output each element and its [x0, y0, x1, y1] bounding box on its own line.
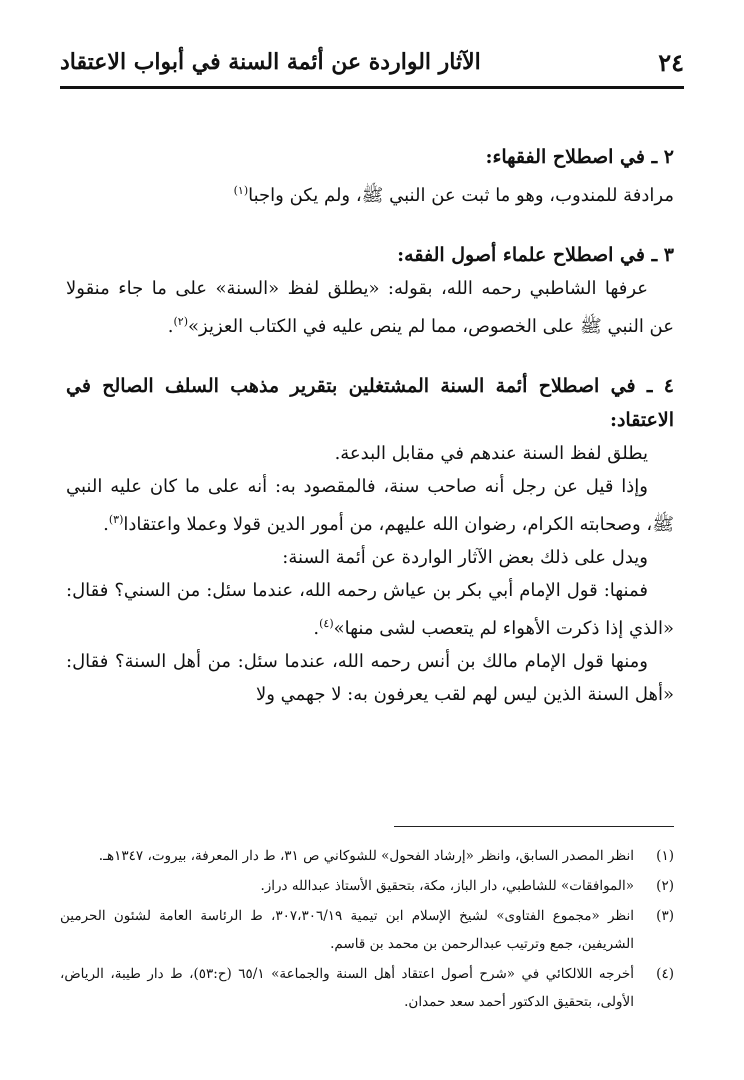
footnote-ref: (٣): [108, 513, 124, 526]
section-heading: ٤ ـ في اصطلاح أئمة السنة المشتغلين بتقرير مذهب السلف الصالح في الاعتقاد:: [66, 375, 674, 431]
paragraph: [66, 574, 674, 645]
footnote-divider: [394, 826, 674, 827]
paragraph: [66, 272, 674, 343]
paragraph-text: ومنها قول الإمام مالك بن أنس رحمه الله، عندما سئل: من أهل السنة؟ فقال: «أهل السنة الذين ليس لهم لقب يعرفون به: لا جهمي ولا: [66, 651, 674, 705]
paragraph-text: يطلق لفظ السنة عندهم في مقابل البدعة.: [334, 443, 648, 464]
section-usul: [66, 238, 674, 343]
main-text: [66, 140, 674, 737]
section-fuqaha: [66, 140, 674, 212]
footnote-ref: (١): [233, 184, 249, 197]
footnote-number: (٣): [656, 908, 674, 924]
section-heading: ٢ ـ في اصطلاح الفقهاء:: [485, 146, 674, 168]
footnote-number: (٤): [656, 966, 674, 982]
footnote-text: انظر «مجموع الفتاوى» لشيخ الإسلام ابن تيمية ٣٠٧،٣٠٦/١٩، ط الرئاسة العامة لشئون الحرمين الشريفين، جمع وترتيب عبدالرحمن بن محمد بن قاسم.: [60, 908, 634, 952]
footnote-text: انظر المصدر السابق، وانظر «إرشاد الفحول» للشوكاني ص ٣١، ط دار المعرفة، بيروت، ١٣٤٧هـ.: [98, 848, 634, 864]
paragraph: [66, 470, 674, 541]
page-header: [60, 38, 684, 89]
footnote-item: [60, 902, 674, 958]
footnote-item: [60, 960, 674, 1016]
paragraph: [66, 174, 674, 212]
paragraph-text: ويدل على ذلك بعض الآثار الواردة عن أئمة السنة:: [282, 547, 648, 568]
paragraph-tail: .: [103, 514, 109, 535]
paragraph-text: عرفها الشاطبي رحمه الله، بقوله: «يطلق لفظ «السنة» على ما جاء منقولا عن النبي ﷺ على الخصوص، مما لم ينص عليه في الكتاب العزيز»: [66, 278, 674, 337]
footnote-number: (٢): [656, 878, 674, 894]
paragraph: [66, 437, 674, 470]
footnote-item: [60, 872, 674, 900]
paragraph-tail: .: [167, 316, 174, 337]
page-number: ٢٤: [658, 47, 684, 77]
running-title: الآثار الواردة عن أئمة السنة في أبواب الاعتقاد: [60, 49, 481, 75]
paragraph-text: وإذا قيل عن رجل أنه صاحب سنة، فالمقصود به: أنه على ما كان عليه النبي ﷺ، وصحابته الكرام، رضوان الله عليهم، من أمور الدين قولا وعملا واعتقادا: [66, 476, 674, 535]
footnote-text: أخرجه اللالكائي في «شرح أصول اعتقاد أهل السنة والجماعة» ٦٥/١ (ح:٥٣)، ط دار طيبة، الرياض، الأولى، بتحقيق الدكتور أحمد سعد حمدان.: [60, 966, 634, 1010]
footnote-item: [60, 842, 674, 870]
paragraph: [66, 645, 674, 711]
footnote-text: «الموافقات» للشاطبي، دار الباز، مكة، بتحقيق الأستاذ عبدالله دراز.: [260, 878, 634, 894]
section-aimma: [66, 369, 674, 711]
footnote-ref: (٤): [319, 617, 334, 630]
paragraph-text: فمنها: قول الإمام أبي بكر بن عياش رحمه الله، عندما سئل: من السني؟ فقال: «الذي إذا ذكرت الأهواء لم يتعصب لشى منها»: [66, 580, 674, 639]
footnote-ref: (٢): [173, 315, 189, 328]
paragraph-text: مرادفة للمندوب، وهو ما ثبت عن النبي ﷺ، ولم يكن واجبا: [248, 185, 674, 206]
footnotes: [60, 842, 674, 1018]
section-heading: ٣ ـ في اصطلاح علماء أصول الفقه:: [397, 244, 674, 266]
paragraph: [66, 541, 674, 574]
footnote-number: (١): [656, 848, 674, 864]
paragraph-tail: .: [313, 618, 320, 639]
